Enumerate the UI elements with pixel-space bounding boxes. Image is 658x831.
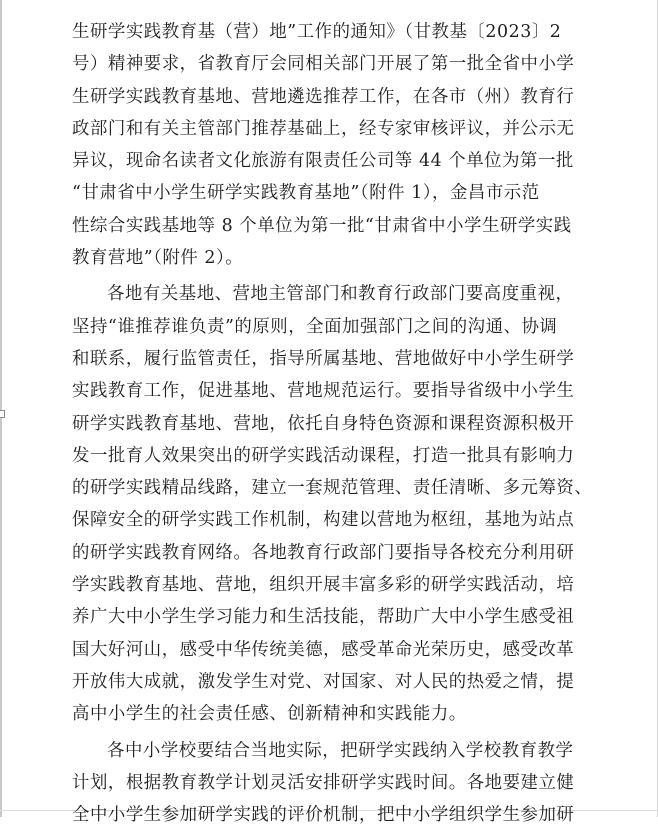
text-line: 生研学实践教育基（营）地”工作的通知》（甘教基〔2023〕2 — [72, 22, 562, 42]
page-left-border — [0, 0, 2, 817]
text-line: 号）精神要求，省教育厅会同相关部门开展了第一批全省中小学 — [72, 54, 575, 75]
text-line: 开放伟大成就，激发学生对党、对国家、对人民的热爱之情，提 — [72, 671, 575, 692]
text-line: 计划，根据教育教学计划灵活安排研学实践时间。各地要建立健 — [72, 772, 575, 793]
paragraph-responsibilities — [72, 278, 593, 730]
text-line: 全中小学生参加研学实践的评价机制，把中小学组织学生参加研 — [72, 805, 575, 826]
text-line: 学实践教育基地、营地，组织开展丰富多彩的研学实践活动，培 — [72, 575, 575, 596]
text-line: 高中小学生的社会责任感、创新精神和实践能力。 — [72, 704, 467, 725]
text-line: 研学实践教育基地、营地，依托自身特色资源和课程资源积极开 — [72, 413, 575, 434]
text-line: 性综合实践基地等 8 个单位为第一批“甘肃省中小学生研学实践 — [72, 215, 572, 236]
text-line-indented: 各中小学校要结合当地实际，把研学实践纳入学校教育教学 — [107, 740, 574, 761]
text-line: 实践教育工作，促进基地、营地规范运行。要指导省级中小学生 — [72, 381, 575, 402]
paragraph-notice-naming — [72, 16, 584, 274]
text-line: 政部门和有关主管部门推荐基础上，经专家审核评议，并公示无 — [72, 118, 575, 139]
scroll-edge-marker[interactable] — [0, 410, 5, 418]
document-body — [72, 16, 593, 831]
text-line: 的研学实践教育网络。各地教育行政部门要指导各校充分利用研 — [72, 542, 575, 563]
text-line: “甘肃省中小学生研学实践教育基地”（附件 1），金昌市示范 — [72, 183, 540, 204]
text-line: 养广大中小学生学习能力和生活技能，帮助广大中小学生感受祖 — [72, 607, 575, 628]
text-line: 异议，现命名读者文化旅游有限责任公司等 44 个单位为第一批 — [72, 151, 574, 172]
text-line: 教育营地”（附件 2）。 — [72, 248, 244, 269]
text-line: 保障安全的研学实践工作机制，构建以营地为枢纽，基地为站点 — [72, 510, 575, 531]
text-line: 和联系，履行监管责任，指导所属基地、营地做好中小学生研学 — [72, 348, 575, 369]
text-line: 发一批育人效果突出的研学实践活动课程，打造一批具有影响力 — [72, 445, 575, 466]
text-line: 生研学实践教育基地、营地遴选推荐工作，在各市（州）教育行 — [72, 86, 575, 107]
text-line-indented: 各地有关基地、营地主管部门和教育行政部门要高度重视， — [107, 284, 574, 305]
text-line: 的研学实践精品线路，建立一套规范管理、责任清晰、多元筹资、 — [72, 478, 593, 499]
text-line: 国大好河山，感受中华传统美德，感受革命光荣历史，感受改革 — [72, 639, 575, 660]
text-line: 坚持“谁推荐谁负责”的原则，全面加强部门之间的沟通、协调 — [72, 316, 558, 337]
